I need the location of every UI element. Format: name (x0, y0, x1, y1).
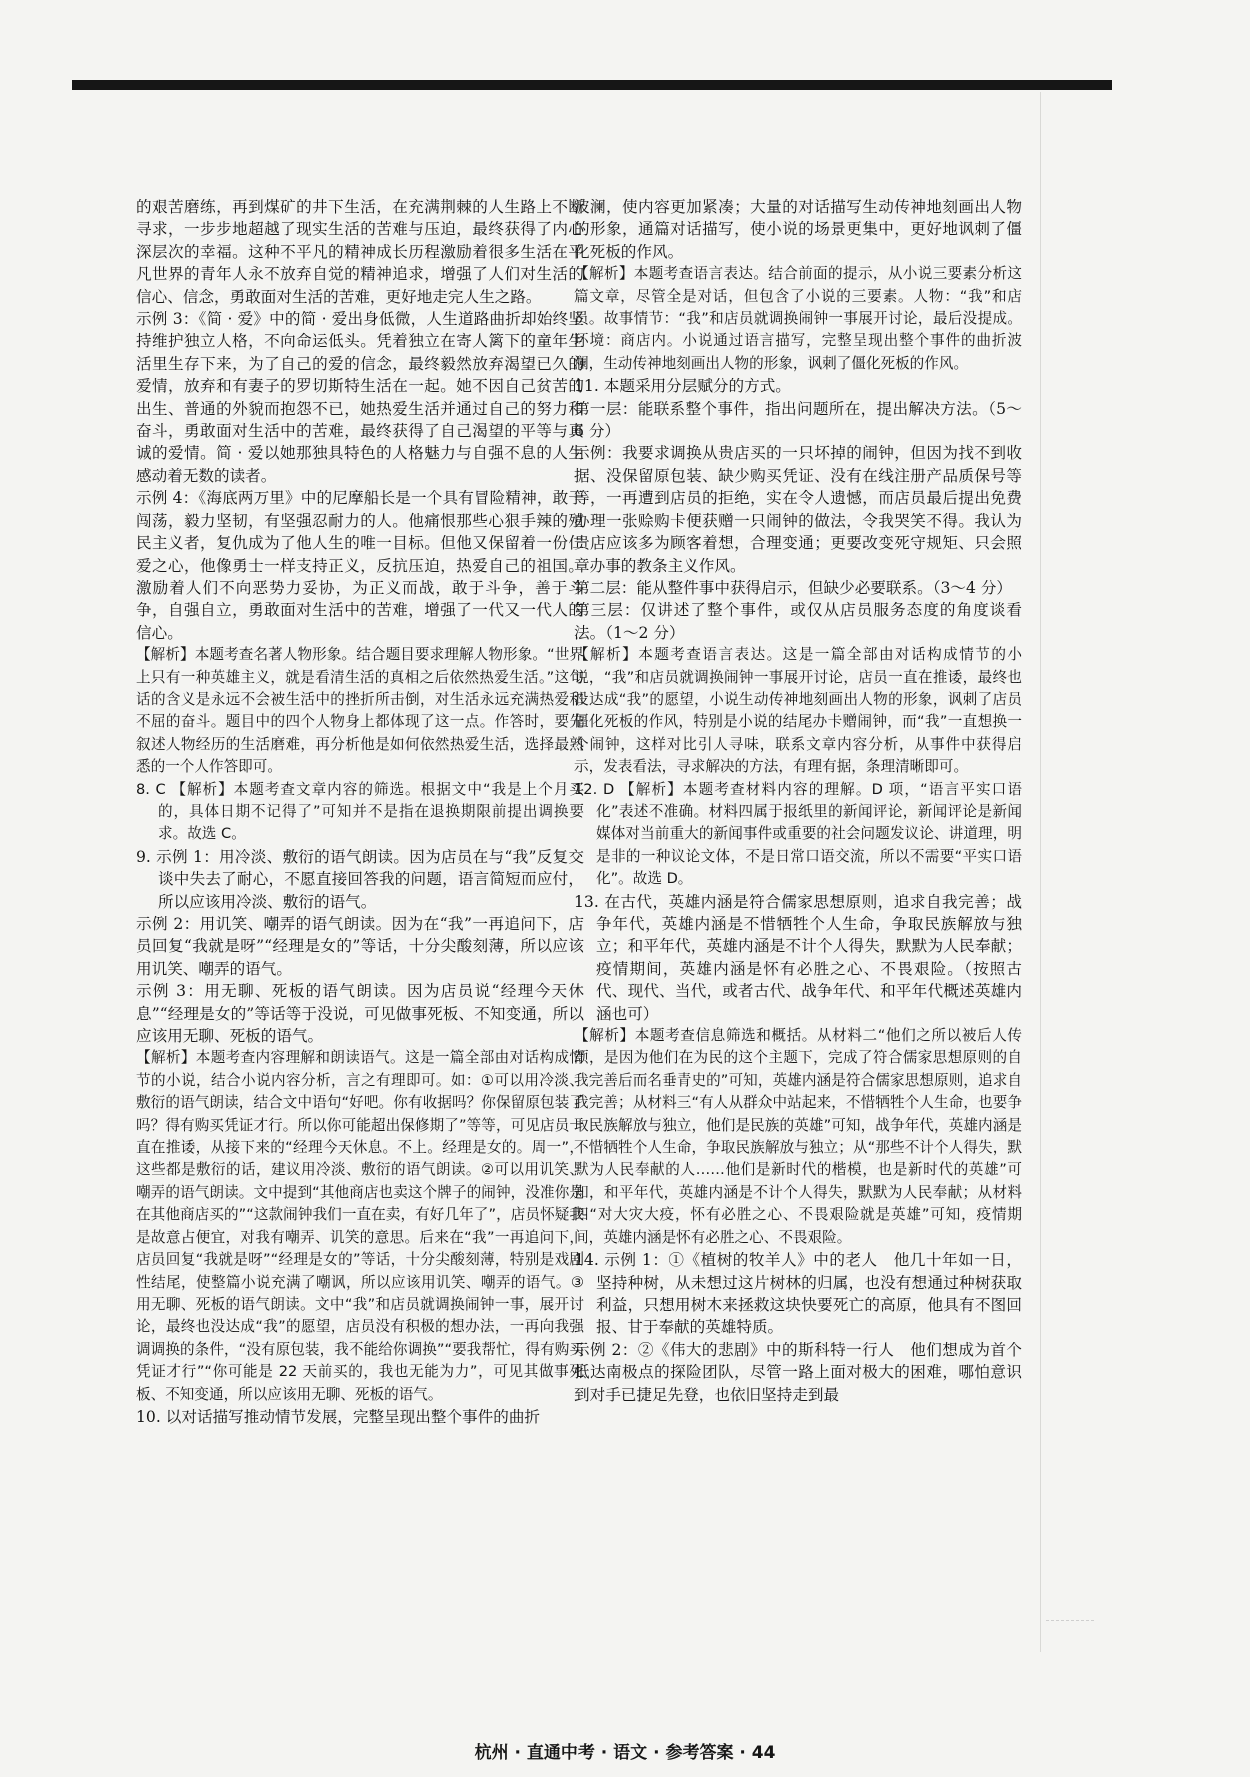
answer-paragraph: 14. 示例 1：①《植树的牧羊人》中的老人 他几十年如一日，坚持种树，从未想过这片树林的归属，也没有想通过种树获取利益，只想用树木来拯救这块快要死亡的高原，他具有不图回报、甘于奉献的英雄特质。 (574, 1251, 1022, 1337)
page-footer: 杭州 · 直通中考 · 语文 · 参考答案 · 44 (474, 1743, 776, 1763)
answer-paragraph: 示例 3：用无聊、死板的语气朗读。因为店员说“经理今天休息”“经理是女的”等话等于没说，可见做事死板、不知变通，所以应该用无聊、死板的语气。 (136, 982, 584, 1046)
answer-paragraph: 【解析】本题考查语言表达。这是一篇全部由对话构成情节的小说，“我”和店员就调换闹钟一事展开讨论，店员一直在推诿，最终也没达成“我”的愿望，小说生动传神地刻画出人物的形象，讽刺了店员僵化死板的作风，特别是小说的结尾办卡赠闹钟，而“我”一直想换一个闹钟，这样对比引人寻味，联系文章内容分析，从事件中获得启示，发表看法，寻求解决的方法，有理有据，条理清晰即可。 (574, 646, 1022, 776)
answer-paragraph: 9. 示例 1：用冷淡、敷衍的语气朗读。因为店员在与“我”反复交谈中失去了耐心，不愿直接回答我的问题，语言简短而应付，所以应该用冷淡、敷衍的语气。 (136, 847, 584, 911)
answer-paragraph: 第二层：能从整件事中获得启示，但缺少必要联系。（3～4 分） (574, 578, 1013, 597)
answer-paragraph: 【解析】本题考查内容理解和朗读语气。这是一篇全部由对话构成情节的小说，结合小说内容分析，言之有理即可。如：①可以用冷淡、敷衍的语气朗读，结合文中语句“好吧。你有收据吗？你保留原包装了吗？得有购买凭证才行。所以你可能超出保修期了”等等，可见店员一直在推诿，从接下来的“经理今天休息。不上。经理是女的。周一”，这些都是敷衍的话，建议用冷淡、敷衍的语气朗读。②可以用讥笑、嘲弄的语气朗读。文中提到“其他商店也卖这个牌子的闹钟，没准你是在其他商店买的”“这款闹钟我们一直在卖，有好几年了”，店员怀疑我是故意占便宜，对我有嘲弄、讥笑的意思。后来在“我”一再追问下，店员回复“我就是呀”“经理是女的”等话，十分尖酸刻薄，特别是戏剧性结尾，使整篇小说充满了嘲讽，所以应该用讥笑、嘲弄的语气。③用无聊、死板的语气朗读。文中“我”和店员就调换闹钟一事，展开讨论，最终也没达成“我”的愿望，店员没有积极的想办法，一再向我强调调换的条件，“没有原包装，我不能给你调换”“要我帮忙，得有购买凭证才行”“你可能是 22 天前买的，我也无能为力”，可见其做事死板、不知变通，所以应该用无聊、死板的语气。 (136, 1049, 584, 1403)
answer-paragraph: 【解析】本题考查语言表达。结合前面的提示，从小说三要素分析这篇文章，尽管全是对话，但包含了小说的三要素。人物：“我”和店员。故事情节：“我”和店员就调换闹钟一事展开讨论，最后没提成。环境：商店内。小说通过语言描写，完整呈现出整个事件的曲折波澜，生动传神地刻画出人物的形象，讽刺了僵化死板的作风。 (574, 265, 1022, 372)
answer-paragraph: 10. 以对话描写推动情节发展，完整呈现出整个事件的曲折 (136, 1407, 541, 1426)
answer-paragraph: 波澜，使内容更加紧凑；大量的对话描写生动传神地刻画出人物的形象，通篇对话描写，使小说的场景更集中，更好地讽刺了僵化死板的作风。 (574, 198, 1022, 261)
answer-paragraph: 【解析】本题考查信息筛选和概括。从材料二“他们之所以被后人传颂，是因为他们在为民的这个主题下，完成了符合儒家思想原则的自我完善后而名垂青史的”可知，英雄内涵是符合儒家思想原则，追求自我完善；从材料三“有人从群众中站起来，不惜牺牲个人生命，也要争取民族解放与独立，他们是民族的英雄”可知，战争年代，英雄内涵是不惜牺牲个人生命，争取民族解放与独立；从“那些不计个人得失，默默为人民奉献的人……他们是新时代的楷模，也是新时代的英雄”可知，和平年代，英雄内涵是不计个人得失，默默为人民奉献；从材料四“对大灾大疫，怀有必胜之心、不畏艰险就是英雄”可知，疫情期间，英雄内涵是怀有必胜之心、不畏艰险。 (574, 1027, 1022, 1246)
top-rule (72, 80, 1112, 90)
answer-paragraph: 的艰苦磨练，再到煤矿的井下生活，在充满荆棘的人生路上不断寻求，一步步地超越了现实生活的苦难与压迫，最终获得了内心深层次的幸福。这种不平凡的精神成长历程激励着很多生活在平凡世界的青年人永不放弃自觉的精神追求，增强了人们对生活的信心、信念，勇敢面对生活的苦难，更好地走完人生之路。 (136, 198, 584, 306)
left-column (136, 196, 584, 1428)
answer-paragraph: 【解析】本题考查名著人物形象。结合题目要求理解人物形象。“世界上只有一种英雄主义，就是看清生活的真相之后依然热爱生活。”这句话的含义是永远不会被生活中的挫折所击倒，对生活永远充满热爱和不屈的奋斗。题目中的四个人物身上都体现了这一点。作答时，要先叙述人物经历的生活磨难，再分析他是如何依然热爱生活，选择最熟悉的一个人作答即可。 (136, 646, 584, 776)
answer-paragraph: 12. D 【解析】本题考查材料内容的理解。D 项，“语言平实口语化”表述不准确。材料四属于报纸里的新闻评论，新闻评论是新闻媒体对当前重大的新闻事件或重要的社会问题发议论、讲道理，明是非的一种议论文体，不是日常口语交流，所以不需要“平实口语化”。故选 D。 (574, 780, 1022, 888)
answer-paragraph: 第一层：能联系整个事件，指出问题所在，提出解决方法。（5～6 分） (574, 399, 1022, 441)
answer-paragraph: 示例 3：《简 · 爱》中的简 · 爱出身低微，人生道路曲折却始终坚持维护独立人格，不向命运低头。凭着独立在寄人篱下的童年生活里生存下来，为了自己的爱的信念，最终毅然放弃渴望已久的爱情，放弃和有妻子的罗切斯特生活在一起。她不因自己贫苦的出生、普通的外貌而抱怨不已，她热爱生活并通过自己的努力和奋斗，勇敢面对生活中的苦难，最终获得了自己渴望的平等与真诚的爱情。简 · 爱以她那独具特色的人格魅力与自强不息的人生感动着无数的读者。 (136, 310, 584, 485)
margin-mark (1046, 1608, 1094, 1621)
page-edge (1040, 92, 1041, 1652)
right-column (574, 196, 1022, 1406)
answer-paragraph: 13. 在古代，英雄内涵是符合儒家思想原则，追求自我完善；战争年代，英雄内涵是不惜牺牲个人生命，争取民族解放与独立；和平年代，英雄内涵是不计个人得失，默默为人民奉献；疫情期间，英雄内涵是怀有必胜之心、不畏艰险。（按照古代、现代、当代，或者古代、战争年代、和平年代概述英雄内涵也可） (574, 892, 1022, 1023)
answer-paragraph: 第三层：仅讲述了整个事件，或仅从店员服务态度的角度谈看法。（1～2 分） (574, 601, 1022, 642)
answer-paragraph: 示例 4：《海底两万里》中的尼摩船长是一个具有冒险精神，敢于闯荡，毅力坚韧，有坚强忍耐力的人。他痛恨那些心狠手辣的殖民主义者，复仇成为了他人生的唯一目标。但他又保留着一份仁爱之心，他像勇士一样支持正义，反抗压迫，热爱自己的祖国。激励着人们不向恶势力妥协，为正义而战，敢于斗争，善于斗争，自强自立，勇敢面对生活中的苦难，增强了一代又一代人的信心。 (136, 489, 584, 642)
answer-paragraph: 示例 2：用讥笑、嘲弄的语气朗读。因为在“我”一再追问下，店员回复“我就是呀”“经理是女的”等话，十分尖酸刻薄，所以应该用讥笑、嘲弄的语气。 (136, 915, 584, 978)
answer-paragraph: 11. 本题采用分层赋分的方式。 (574, 377, 791, 396)
answer-paragraph: 8. C 【解析】本题考查文章内容的筛选。根据文中“我是上个月买的，具体日期不记得了”可知并不是指在退换期限前提出调换要求。故选 C。 (136, 780, 584, 843)
answer-paragraph: 示例 2：②《伟大的悲剧》中的斯科特一行人 他们想成为首个抵达南极点的探险团队，尽管一路上面对极大的困难，哪怕意识到对手已捷足先登，也依旧坚持走到最 (574, 1340, 1022, 1404)
answer-paragraph: 示例：我要求调换从贵店买的一只坏掉的闹钟，但因为找不到收据、没保留原包装、缺少购买凭证、没有在线注册产品质保号等等，一再遭到店员的拒绝，实在令人遗憾，而店员最后提出免费办理一张赊购卡便获赠一只闹钟的做法，令我哭笑不得。我认为贵店应该多为顾客着想，合理变通；更要改变死守规矩、只会照章办事的教条主义作风。 (574, 444, 1022, 575)
